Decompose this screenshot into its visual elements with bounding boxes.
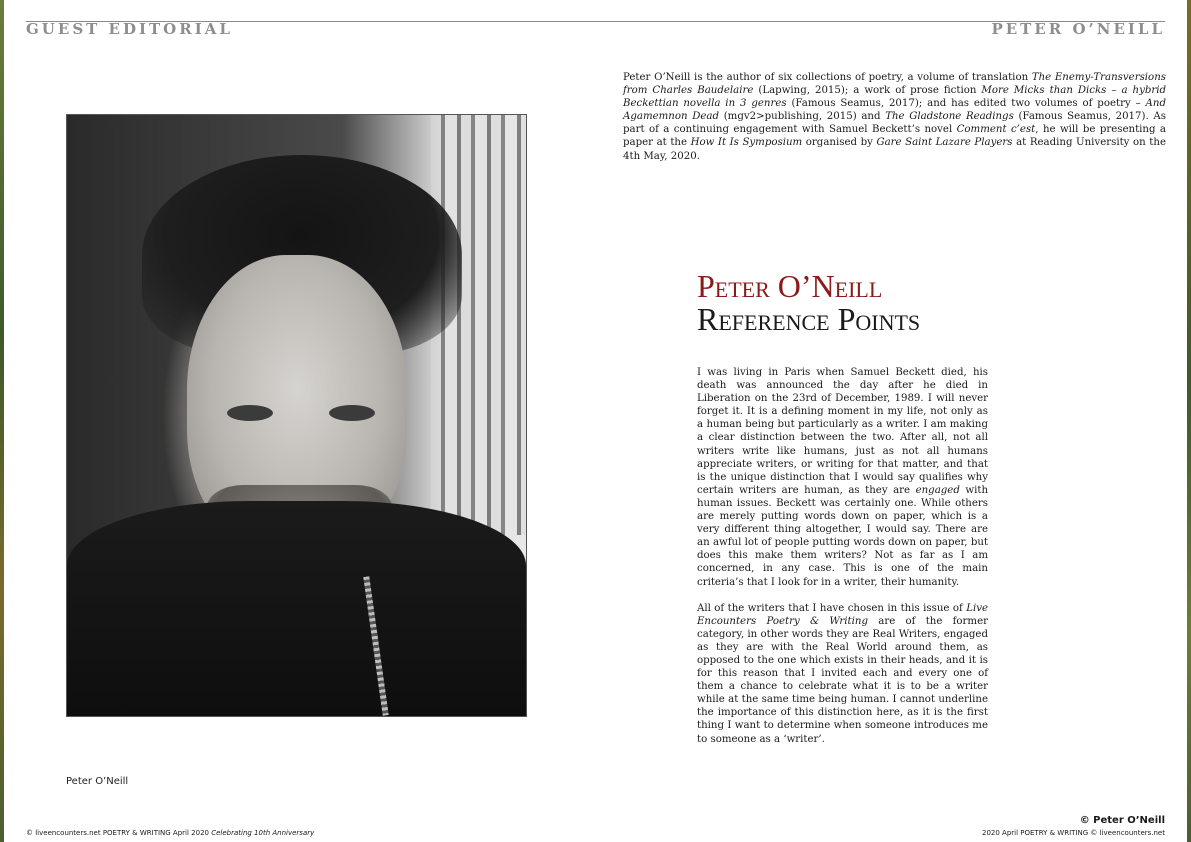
article-title [697,270,1027,336]
footer-right: 2020 April POETRY & WRITING © liveencounters.net [982,829,1165,837]
article-body [697,366,988,759]
photo-right-eye [329,405,375,421]
title-heading: Reference Points [697,301,921,337]
photo-left-eye [227,405,273,421]
author-header: PETER O’NEILL [991,20,1165,38]
right-page-edge [1187,0,1191,842]
paragraph-2: All of the writers that I have chosen in this issue of Live Encounters Poetry & Writing are of the former category, in other words they are Real Writers, engaged as they are with the Real World around them, as opposed to the one which exists in their heads, and it is for this reason that I invited each and every one of them a chance to celebrate what it is to be a writer while at the same time being human. I cannot underline the importance of this distinction here, as it is the first thing I want to determine when someone introduces me to someone as a ‘writer’. [697,602,988,745]
title-author: Peter O’Neill [697,268,883,304]
section-label: GUEST EDITORIAL [26,20,233,38]
paragraph-1: I was living in Paris when Samuel Beckett died, his death was announced the day after he died in Liberation on the 23rd of December, 1989. I will never forget it. It is a defining moment in my life, not only as a human being but particularly as a writer. I am making a clear distinction between the two. After all, not all writers write like humans, just as not all humans appreciate writers, or writing for that matter, and that is the unique distinction that I would say qualifies why certain writers are human, as they are engaged with human issues. Beckett was certainly one. While others are merely putting words down on paper, which is a very different thing altogether, I would say. There are an awful lot of people putting words down on paper, but does this make them writers? Not as far as I am concerned, in any case. This is one of the main criteria’s that I look for in a writer, their humanity. [697,367,989,588]
copyright-notice: © Peter O’Neill [1079,815,1165,826]
author-photo [66,114,527,717]
photo-hoodie [67,501,526,716]
left-page-edge [0,0,4,842]
footer-left: © liveencounters.net POETRY & WRITING April 2020 Celebrating 10th Anniversary [26,829,315,837]
photo-caption: Peter O’Neill [66,776,129,787]
author-bio: Peter O’Neill is the author of six collections of poetry, a volume of translation The Enemy-Transversions from Charles Baudelaire (Lapwing, 2015); a work of prose fiction More Micks than Dicks – a hybrid Beckettian novella in 3 genres (Famous Seamus, 2017); and has edited two volumes of poetry – And Agamemnon Dead (mgv2>publishing, 2015) and The Gladstone Readings (Famous Seamus, 2017). As part of a continuing engagement with Samuel Beckett’s novel Comment c’est, he will be presenting a paper at the How It Is Symposium organised by Gare Saint Lazare Players at Reading University on the 4th May, 2020. [623,72,1167,162]
